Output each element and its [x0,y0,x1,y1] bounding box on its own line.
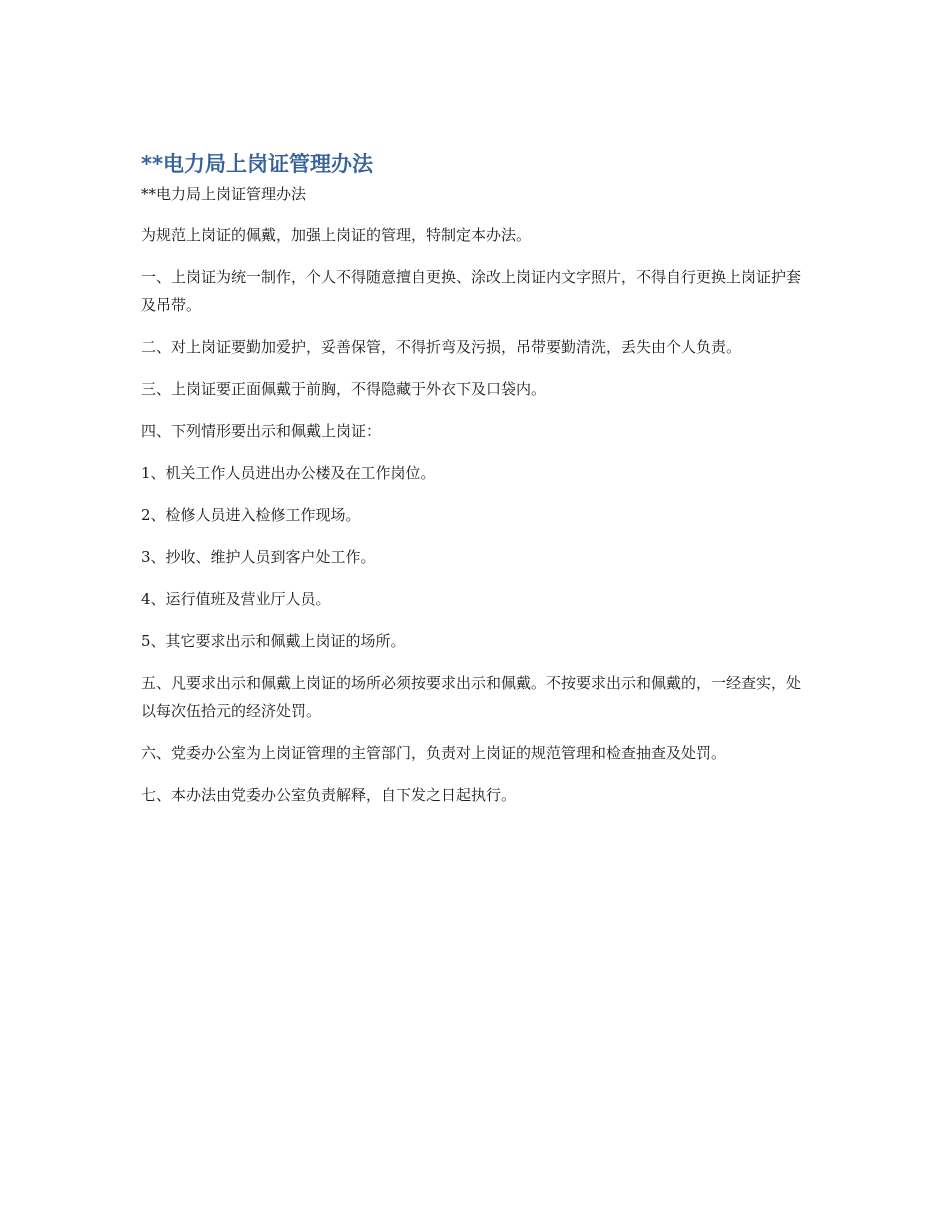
paragraph-article-5: 五、凡要求出示和佩戴上岗证的场所必须按要求出示和佩戴。不按要求出示和佩戴的，一经查实，处以每次伍拾元的经济处罚。 [141,674,802,720]
list-item-3: 3、抄收、维护人员到客户处工作。 [141,548,376,566]
paragraph-article-4: 四、下列情形要出示和佩戴上岗证： [141,422,382,440]
document-subtitle: **电力局上岗证管理办法 [141,185,307,203]
list-item-2: 2、检修人员进入检修工作现场。 [141,506,361,524]
list-item-4: 4、运行值班及营业厅人员。 [141,590,331,608]
document-title: **电力局上岗证管理办法 [141,152,373,176]
list-item-1: 1、机关工作人员进出办公楼及在工作岗位。 [141,464,436,482]
paragraph-article-7: 七、本办法由党委办公室负责解释，自下发之日起执行。 [141,786,517,804]
list-item-5: 5、其它要求出示和佩戴上岗证的场所。 [141,632,406,650]
paragraph-intro: 为规范上岗证的佩戴，加强上岗证的管理，特制定本办法。 [141,226,532,244]
paragraph-article-1: 一、上岗证为统一制作，个人不得随意擅自更换、涂改上岗证内文字照片，不得自行更换上岗证护套及吊带。 [141,268,802,314]
document-page [141,148,813,823]
paragraph-article-3: 三、上岗证要正面佩戴于前胸，不得隐藏于外衣下及口袋内。 [141,380,547,398]
paragraph-article-6: 六、党委办公室为上岗证管理的主管部门，负责对上岗证的规范管理和检查抽查及处罚。 [141,744,727,762]
paragraph-article-2: 二、对上岗证要勤加爱护，妥善保管，不得折弯及污损，吊带要勤清洗，丢失由个人负责。 [141,338,742,356]
